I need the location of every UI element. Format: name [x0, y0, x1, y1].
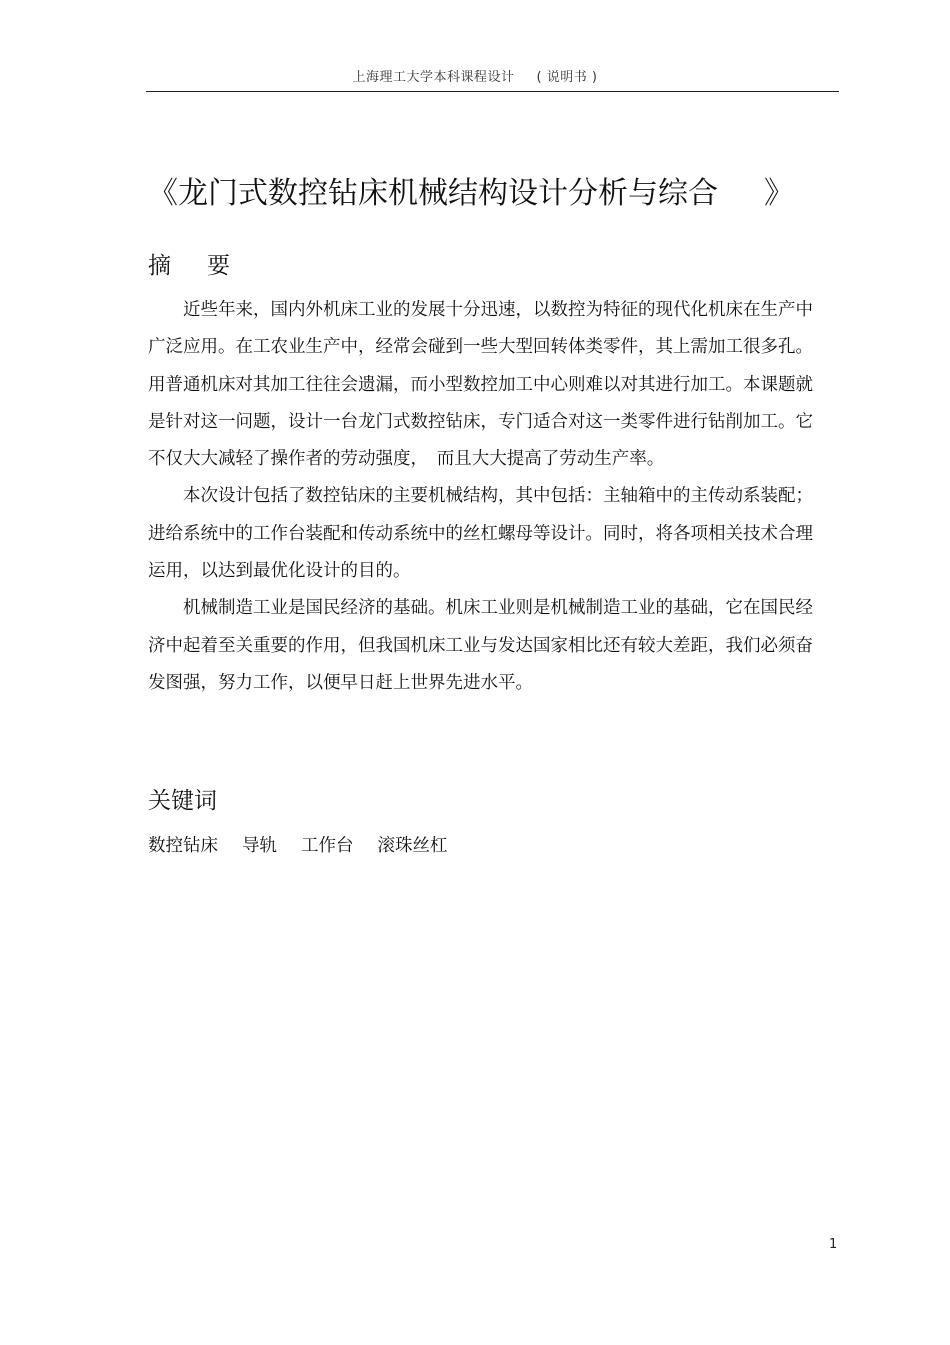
abstract-paragraph: 机械制造工业是国民经济的基础。机床工业则是机械制造工业的基础，它在国民经济中起着至关重要的作用，但我国机床工业与发达国家相比还有较大差距，我们必须奋发图强，努力工作，以便早日赶上世界先进水平。	[148, 598, 813, 693]
document-title	[148, 172, 848, 216]
header-school-course: 上海理工大学本科课程设计	[352, 70, 515, 85]
title-close-bracket: 》	[764, 176, 794, 211]
abstract-heading: 摘要	[148, 253, 266, 279]
title-text: 《龙门式数控钻床机械结构设计分析与综合	[148, 176, 718, 211]
abstract-paragraph: 近些年来，国内外机床工业的发展十分迅速，以数控为特征的现代化机床在生产中广泛应用。在工农业生产中，经常会碰到一些大型回转体类零件，其上需加工很多孔。用普通机床对其加工往往会遗漏，而小型数控加工中心则难以对其进行加工。本课题就是针对这一问题，设计一台龙门式数控钻床，专门适合对这一类零件进行钻削加工。它不仅大大减轻了操作者的劳动强度， 而且大大提高了劳动生产率。	[148, 300, 813, 470]
keyword-item: 工作台	[301, 836, 354, 856]
keyword-item: 数控钻床	[148, 836, 218, 856]
header-divider	[146, 91, 839, 92]
keywords-heading: 关键词	[148, 788, 217, 814]
page-number: 1	[829, 1237, 838, 1252]
keywords-list	[148, 831, 472, 861]
abstract-paragraph: 本次设计包括了数控钻床的主要机械结构，其中包括：主轴箱中的主传动系装配；进给系统中的工作台装配和传动系统中的丝杠螺母等设计。同时，将各项相关技术合理运用，以达到最优化设计的目的。	[148, 486, 813, 582]
keyword-item: 滚珠丝杠	[377, 836, 448, 856]
abstract-body	[148, 292, 828, 702]
keyword-item: 导轨	[242, 836, 277, 856]
page-header	[0, 66, 950, 85]
header-doc-type: ( 说明书 )	[536, 70, 598, 85]
